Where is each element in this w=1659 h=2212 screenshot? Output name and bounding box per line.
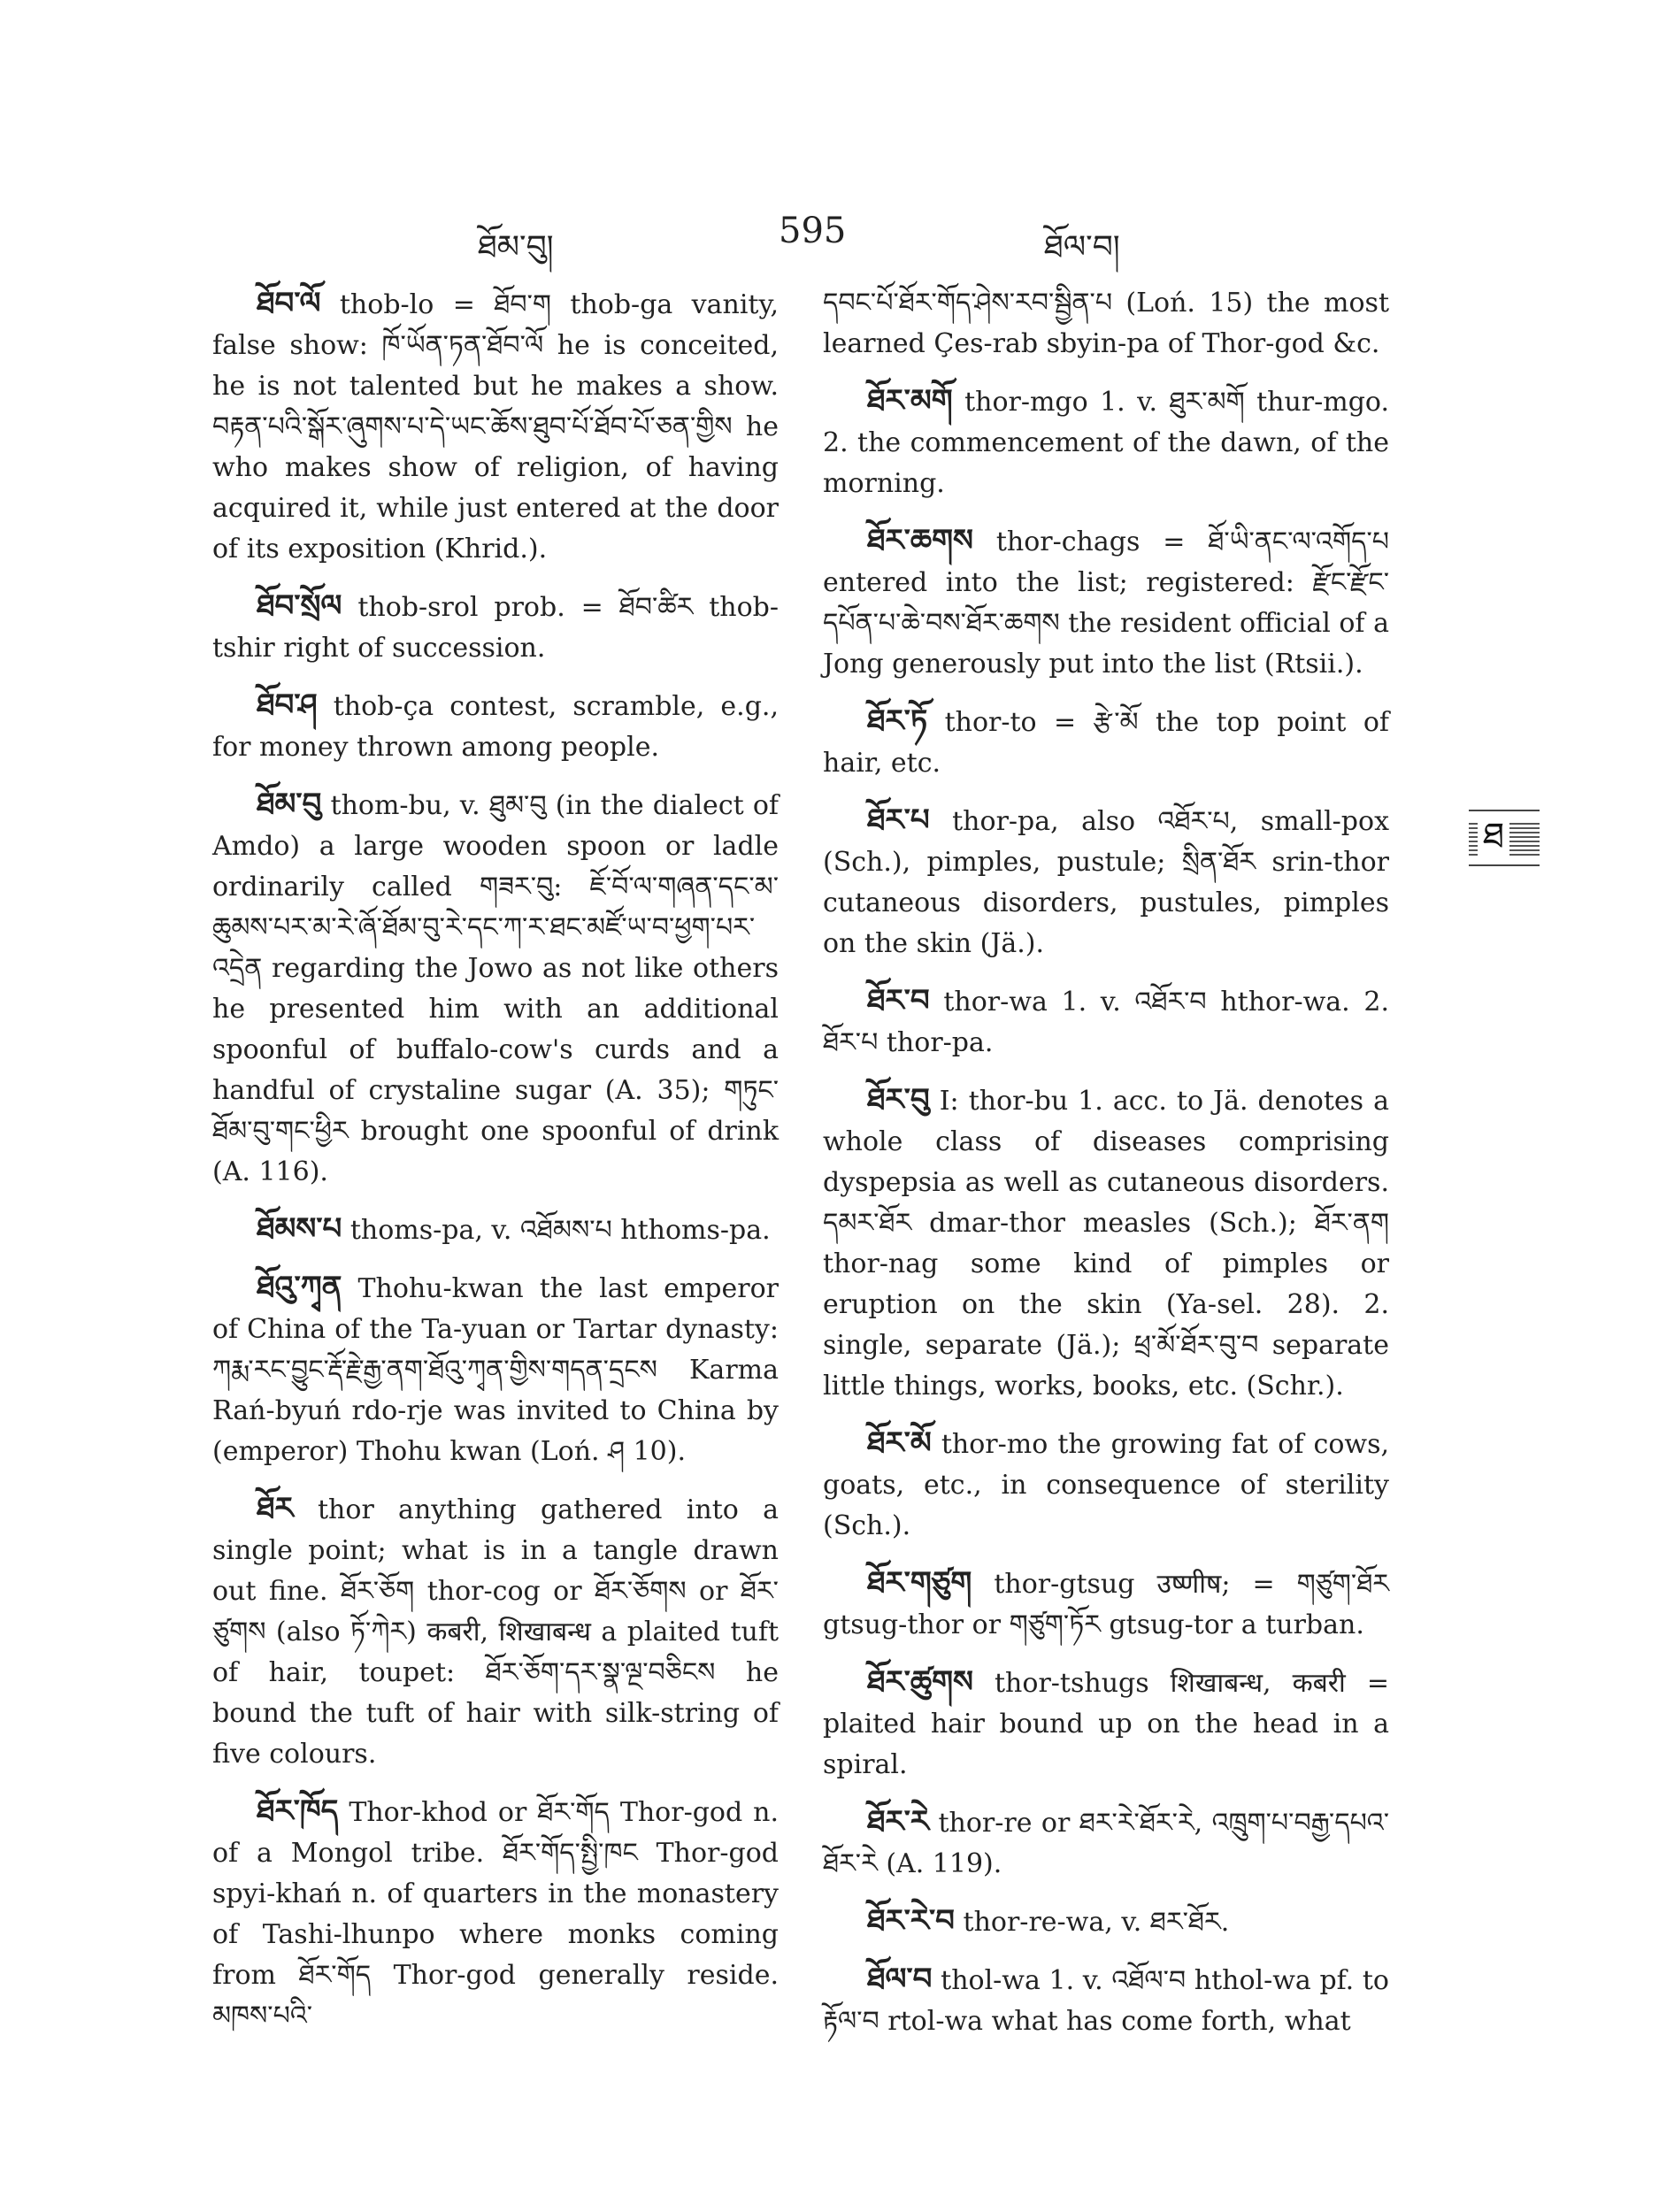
dictionary-entry xyxy=(823,1801,1389,1885)
entry-text: thor-pa, also འཐོར་པ, small-pox (Sch.), pimples, pustule; སྲིན་ཐོར srin-thor cutaneous disorders, pustules, pimples on the skin (Jä.). xyxy=(823,806,1389,959)
dictionary-entry xyxy=(823,1901,1389,1943)
dictionary-entry xyxy=(823,980,1389,1064)
entry-headword: ཐོར་གཙུག xyxy=(867,1565,972,1601)
right-column xyxy=(823,283,1389,2058)
entry-headword: ཐོབ་ལོ xyxy=(257,286,321,321)
entry-headword: ཐོར་ཁོད xyxy=(257,1793,339,1829)
dictionary-entry xyxy=(212,586,779,669)
entry-text: thor-to = རྩེ་མོ the top point of hair, etc. xyxy=(823,707,1389,779)
running-head-right: ཐོལ་བ། xyxy=(1044,229,1120,265)
dictionary-entry xyxy=(823,1959,1389,2042)
dictionary-entry xyxy=(212,1791,779,2037)
entry-text: thob-lo = ཐོབ་ག thob-ga vanity, false show: ཁོ་ཡོན་ཏན་ཐོབ་ལོ he is conceited, he is not talented but he makes a show. བརྟན་པའི་སྒོར་ཞུགས་པ་དེ་ཡང་ཆོས་ཐུབ་པོ་ཐོབ་པོ་ཅན་གྱིས he who makes show of religion, of having acquired it, while just entered at the door of its exposition (Khrid.). xyxy=(212,289,779,565)
running-head-left: ཐོམ་བུ། xyxy=(478,229,554,265)
dictionary-entry xyxy=(823,1423,1389,1547)
entry-headword: ཐོར་ཆགས xyxy=(867,523,973,558)
entry-text: Thor-khod or ཐོར་གོད Thor-god n. of a Mongol tribe. ཐོར་གོད་སྤྱི་ཁང Thor-god spyi-khań n. of quarters in the monastery of Tashi-lhunpo where monks coming from ཐོར་གོད Thor-god generally reside. མཁས་པའི་ xyxy=(212,1797,779,2032)
dictionary-entry xyxy=(823,1662,1389,1786)
entry-headword: ཐོར་མགོ xyxy=(867,383,953,419)
dictionary-entry xyxy=(823,380,1389,504)
dictionary-entry xyxy=(212,1209,779,1251)
entry-headword: ཐོབ་སྲོལ xyxy=(257,588,342,624)
entry-text: Thohu-kwan the last emperor of China of the Ta-yuan or Tartar dynasty: ཀརྨ་རང་བྱུང་རྡོ་རྗེ་རྒྱ་ནག་ཐོའུ་ཀྭན་གྱིས་གདན་དྲངས Karma Rań-byuń rdo-rje was invited to China by (emperor) Thohu kwan (Loń. ཤ 10). xyxy=(212,1273,779,1467)
dictionary-entry xyxy=(212,1488,779,1775)
thumb-index-tab xyxy=(1469,810,1540,866)
entry-headword: ཐོར་ཏོ xyxy=(867,703,928,739)
entry-headword: ཐོར་ཚུགས xyxy=(867,1664,973,1700)
entry-headword: ཐོའུ་ཀྭན xyxy=(257,1270,342,1305)
entry-text: thob-srol prob. = ཐོབ་ཚིར thob-tshir right of succession. xyxy=(212,592,779,664)
entry-headword: ཐོམས་པ xyxy=(257,1211,342,1247)
entry-text: དབང་པོ་ཐོར་གོད་ཤེས་རབ་སྦྱིན་པ (Loń. 15) the most learned Çes-rab sbyin-pa of Thor-god &c. xyxy=(823,288,1389,359)
entry-headword: ཐོལ་བ xyxy=(867,1962,933,1997)
entry-headword: ཐོར་མོ xyxy=(867,1425,932,1461)
entry-text: thor anything gathered into a single point; what is in a tangle drawn out fine. ཐོར་ཅོག thor-cog or ཐོར་ཅོགས or ཐོར་ཙུགས (also ཏོ་ཀེར) कबरी, शिखाबन्ध a plaited tuft of hair, toupet: ཐོར་ཅོག་དར་སྣ་ལྔ་བཅིངས he bound the tuft of hair with silk-string of five colours. xyxy=(212,1494,779,1770)
thumb-tab-letter: ཐ xyxy=(1478,815,1509,857)
dictionary-entry xyxy=(212,685,779,768)
entry-headword: ཐོམ་བུ xyxy=(257,787,322,822)
entry-text: thoms-pa, v. འཐོམས་པ hthoms-pa. xyxy=(349,1215,771,1246)
entry-text: thor-re or ཐར་རེ་ཐོར་རེ, འཁྲུག་པ་བརྒྱ་དཔའ་ཐོར་རེ (A. 119). xyxy=(823,1808,1390,1879)
entry-text: thor-gtsug उष्णीष; = གཙུག་ཐོར gtsug-thor or གཙུག་ཏོར gtsug-tor a turban. xyxy=(823,1569,1389,1640)
dictionary-entry xyxy=(823,1563,1389,1646)
entry-headword: ཐོར xyxy=(257,1491,294,1526)
entry-text: thor-re-wa, v. ཐར་ཐོར. xyxy=(963,1907,1230,1938)
entry-text: thol-wa 1. v. འཐོལ་བ hthol-wa pf. to རྟོལ་བ rtol-wa what has come forth, what xyxy=(823,1965,1389,2037)
dictionary-entry xyxy=(823,701,1389,784)
dictionary-entry xyxy=(823,1079,1389,1407)
dictionary-entry xyxy=(823,520,1389,685)
entry-headword: ཐོར་བུ xyxy=(867,1082,930,1118)
page-number: 595 xyxy=(779,211,847,251)
entry-text: thor-chags = ཐོ་ཡི་ནང་ལ་འགོད་པ entered into the list; registered: རྫོང་རྫོང་དཔོན་པ་ཆེ་བས་ཐོར་ཆགས the resident official of a Jong generously put into the list (Rtsii.). xyxy=(823,526,1389,680)
entry-text: thor-tshugs शिखाबन्ध, कबरी = plaited hair bound up on the head in a spiral. xyxy=(823,1668,1389,1780)
entry-headword: ཐོར་རེ xyxy=(867,1804,930,1839)
dictionary-entry xyxy=(212,283,779,570)
entry-text: thom-bu, v. ཐུམ་བུ (in the dialect of Amdo) a large wooden spoon or ladle ordinarily called གཟར་བུ: ཇོ་བོ་ལ་གཞན་དང་མ་ཆུམས་པར་མ་རེ་ཞོ་ཐོམ་བུ་རེ་དང་ཀ་ར་ཐང་མཛོ་ཡ་བ་ཕྱག་པར་འདྲེན regarding the Jowo as not like others he presented him with an additional spoonful of buffalo-cow's curds and a handful of crystaline sugar (A. 35); གཏུང་ཐོམ་བུ་གང་ཕྱིར brought one spoonful of drink (A. 116). xyxy=(212,790,779,1187)
entry-text: thor-wa 1. v. འཐོར་བ hthor-wa. 2. ཐོར་པ thor-pa. xyxy=(823,987,1389,1058)
dictionary-entry xyxy=(823,800,1389,964)
entry-text: thob-ça contest, scramble, e.g., for money thrown among people. xyxy=(212,691,779,763)
entry-headword: ཐོར་རེ་བ xyxy=(867,1903,955,1939)
left-column xyxy=(212,283,779,2053)
entry-headword: ཐོར་པ xyxy=(867,803,930,838)
dictionary-entry xyxy=(823,283,1389,365)
entry-text: thor-mo the growing fat of cows, goats, etc., in consequence of sterility (Sch.). xyxy=(823,1429,1389,1541)
entry-text: I: thor-bu 1. acc. to Jä. denotes a whole class of diseases comprising dyspepsia as well as cutaneous disorders. དམར་ཐོར dmar-thor measles (Sch.); ཐོར་ནག thor-nag some kind of pimples or eruption on the skin (Ya-sel. 28). 2. single, separate (Jä.); ཕྲ་མོ་ཐོར་བུ་བ separate little things, works, books, etc. (Schr.). xyxy=(823,1086,1389,1402)
dictionary-entry xyxy=(212,1267,779,1472)
dictionary-entry xyxy=(212,784,779,1193)
entry-text: thor-mgo 1. v. ཐུར་མགོ thur-mgo. 2. the commencement of the dawn, of the morning. xyxy=(823,387,1389,499)
entry-headword: ཐོར་བ xyxy=(867,983,930,1018)
entry-headword: ཐོབ་ཤ xyxy=(257,687,318,723)
